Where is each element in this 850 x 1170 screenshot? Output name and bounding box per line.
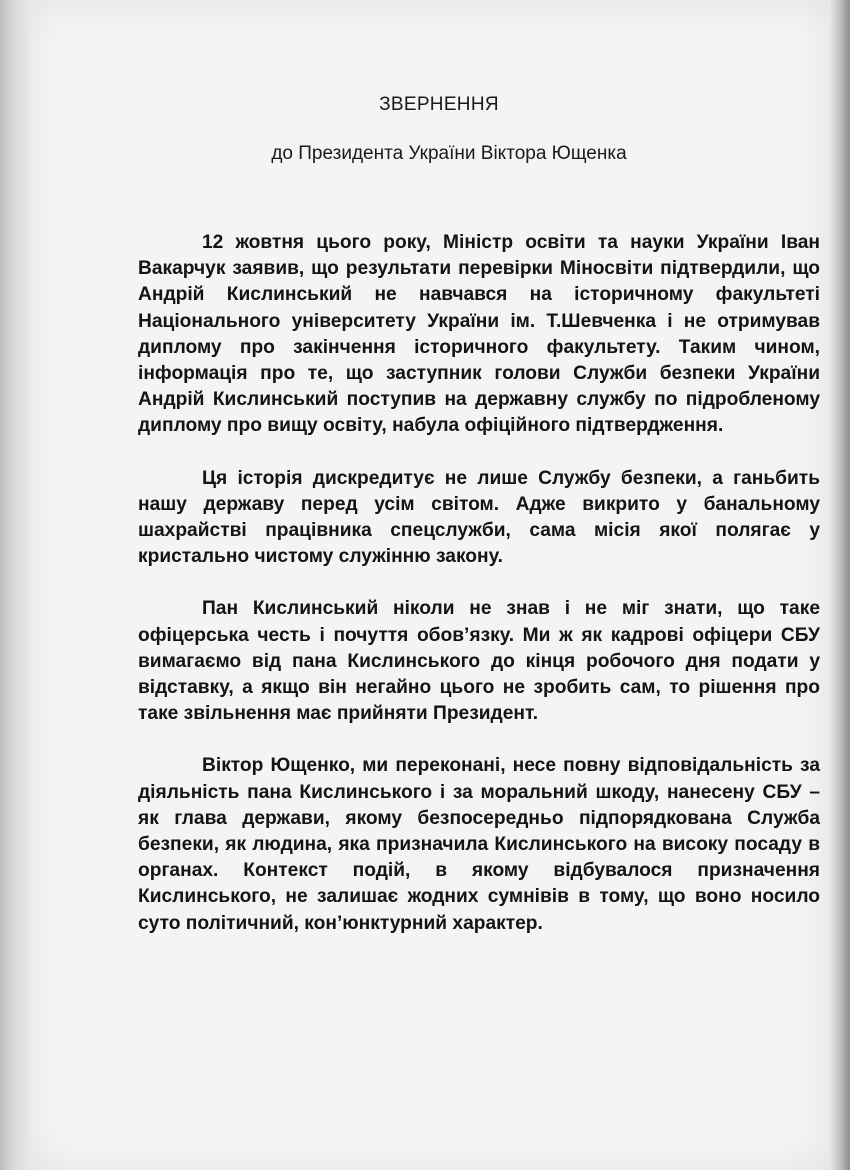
scan-edge-right	[828, 0, 850, 1170]
document-body	[138, 230, 820, 937]
paragraph-4: Віктор Ющенко, ми переконані, несе повну відповідальність за діяльність пана Кислинського і за моральний шкоду, нанесену СБУ – як глава держави, якому безпосередньо підпорядкована Служба безпеки, як людина, яка призначила Кислинського на високу посаду в органах. Контекст подій, в якому відбувалося призначення Кислинського, не залишає жодних сумнівів в тому, що воно носило суто політичний, кон’юнктурний характер.	[138, 755, 820, 934]
paragraph-2: Ця історія дискредитує не лише Службу безпеки, а ганьбить нашу державу перед усім світом. Адже викрито у банальному шахрайстві працівника спецслужби, сама місія якої полягає у кристально чистому служінню закону.	[138, 467, 820, 568]
document-title: ЗВЕРНЕННЯ	[379, 94, 499, 115]
document-subtitle: до Президента України Віктора Ющенка	[271, 143, 627, 164]
paragraph-3: Пан Кислинський ніколи не знав і не міг знати, що таке офіцерська честь і почуття обов’язку. Ми ж як кадрові офіцери СБУ вимагаємо від пана Кислинського до кінця робочого дня подати у відставку, а якщо він негайно цього не зробить сам, то рішення про таке звільнення має прийняти Президент.	[138, 598, 820, 725]
paragraph-1: 12 жовтня цього року, Міністр освіти та науки України Іван Вакарчук заявив, що результати перевірки Міносвіти підтвердили, що Андрій Кислинський не навчався на історичному факультеті Національного університету України ім. Т.Шевченка і не отримував диплому про закінчення історичного факультету. Таким чином, інформація про те, що заступник голови Служби безпеки України Андрій Кислинський поступив на державну службу по підробленому диплому про вищу освіту, набула офіційного підтвердження.	[138, 232, 820, 437]
document-page	[30, 0, 828, 1170]
scan-edge-left	[0, 0, 30, 1170]
